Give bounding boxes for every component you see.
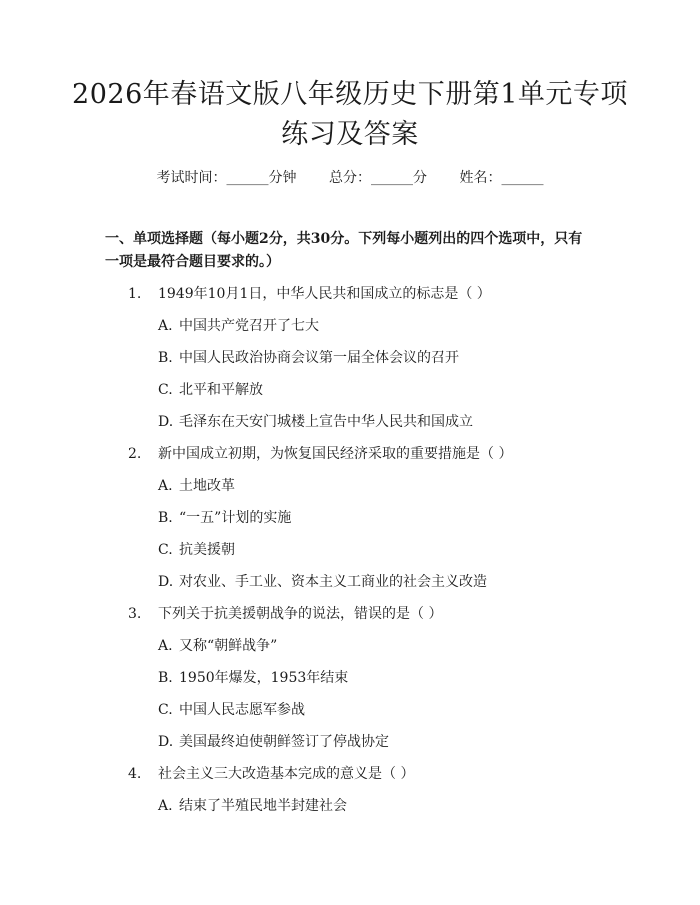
question-text: 社会主义三大改造基本完成的意义是（ ）: [158, 766, 415, 782]
answer-option: [0, 694, 700, 726]
option-letter: B.: [158, 510, 173, 526]
answer-option: [0, 502, 700, 534]
option-letter: A.: [158, 318, 173, 334]
answer-option: [0, 630, 700, 662]
option-text: 结束了半殖民地半封建社会: [179, 798, 347, 814]
exam-time-field: 考试时间：______分钟: [156, 170, 297, 186]
student-name-field: 姓名：______: [459, 170, 544, 186]
option-text: 1950年爆发，1953年结束: [179, 670, 349, 686]
answer-option: [0, 406, 700, 438]
option-letter: C.: [158, 542, 173, 558]
option-letter: A.: [158, 478, 173, 494]
option-text: 对农业、手工业、资本主义工商业的社会主义改造: [179, 574, 487, 590]
option-letter: B.: [158, 670, 173, 686]
page-title: 2026年春语文版八年级历史下册第1单元专项练习及答案: [72, 79, 628, 150]
option-letter: B.: [158, 350, 173, 366]
option-letter: A.: [158, 798, 173, 814]
option-text: 毛泽东在天安门城楼上宣告中华人民共和国成立: [179, 414, 473, 430]
question-item: [0, 438, 700, 470]
question-item: [0, 598, 700, 630]
answer-option: [0, 342, 700, 374]
option-text: 北平和平解放: [179, 382, 263, 398]
question-number: 1.: [128, 286, 142, 302]
total-score-field: 总分：______分: [329, 170, 427, 186]
answer-option: [0, 726, 700, 758]
option-text: 中国人民志愿军参战: [179, 702, 305, 718]
question-number: 2.: [128, 446, 142, 462]
section-heading: 一、单项选择题（每小题2分，共30分。下列每小题列出的四个选项中，只有一项是最符合题目要求的。）: [105, 231, 583, 270]
answer-option: [0, 310, 700, 342]
option-letter: A.: [158, 638, 173, 654]
question-number: 4.: [128, 766, 142, 782]
answer-option: [0, 790, 700, 822]
option-letter: D.: [158, 414, 174, 430]
answer-option: [0, 662, 700, 694]
answer-option: [0, 566, 700, 598]
option-text: 美国最终迫使朝鲜签订了停战协定: [179, 734, 389, 750]
question-number: 3.: [128, 606, 142, 622]
exam-meta: [0, 168, 700, 188]
option-text: “一五”计划的实施: [179, 510, 292, 526]
option-text: 抗美援朝: [179, 542, 235, 558]
option-letter: D.: [158, 734, 174, 750]
question-text: 1949年10月1日，中华人民共和国成立的标志是（ ）: [158, 286, 491, 302]
question-list: [0, 278, 700, 822]
question-item: [0, 758, 700, 790]
option-text: 又称“朝鲜战争”: [179, 638, 278, 654]
option-letter: C.: [158, 702, 173, 718]
answer-option: [0, 374, 700, 406]
question-text: 下列关于抗美援朝战争的说法，错误的是（ ）: [158, 606, 443, 622]
answer-option: [0, 534, 700, 566]
option-text: 中国共产党召开了七大: [179, 318, 319, 334]
option-letter: D.: [158, 574, 174, 590]
question-item: [0, 278, 700, 310]
question-text: 新中国成立初期，为恢复国民经济采取的重要措施是（ ）: [158, 446, 513, 462]
option-text: 中国人民政治协商会议第一届全体会议的召开: [179, 350, 459, 366]
option-letter: C.: [158, 382, 173, 398]
option-text: 土地改革: [179, 478, 235, 494]
answer-option: [0, 470, 700, 502]
